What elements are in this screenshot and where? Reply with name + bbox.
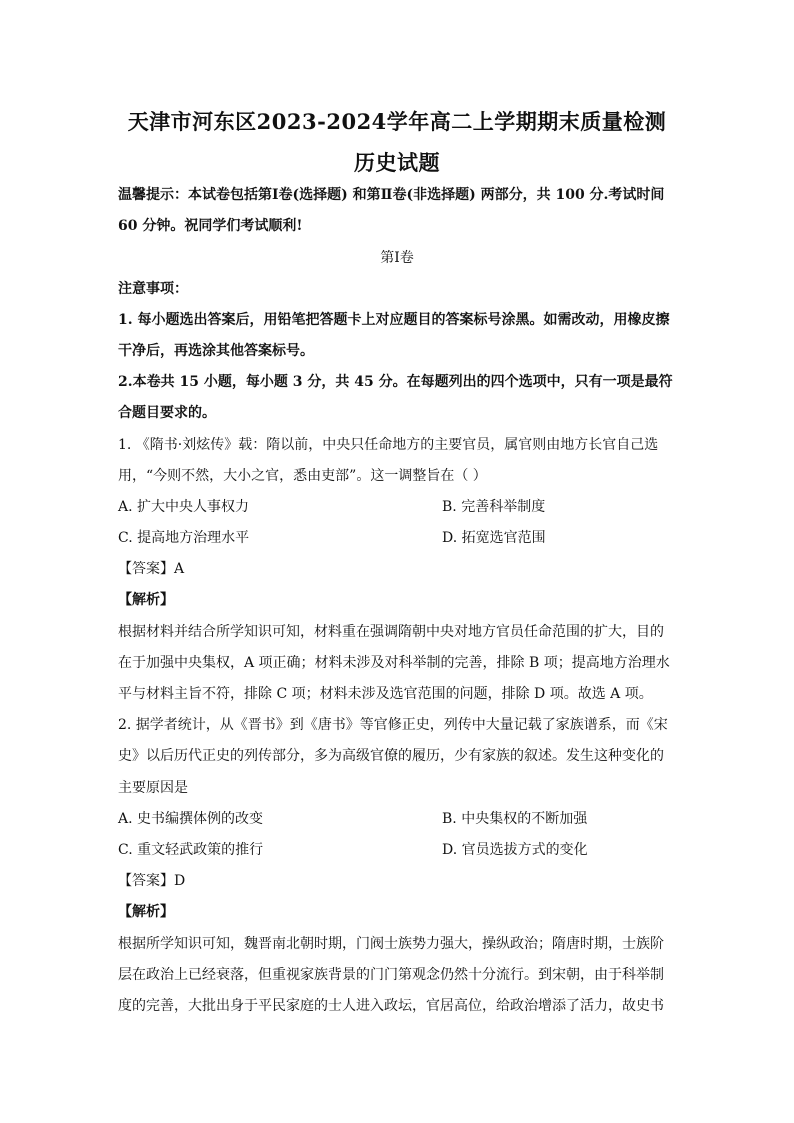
q2-answer: 【答案】D <box>118 873 186 889</box>
q2-analysis-line-3: 度的完善，大批出身于平民家庭的士人进入政坛，官居高位，给政治增添了活力，故史书 <box>118 998 664 1014</box>
q2-stem-line-1: 2. 据学者统计，从《晋书》到《唐书》等官修正史，列传中大量记载了家族谱系，而《宋 <box>118 717 668 733</box>
q1-stem-line-2: 用，“今则不然，大小之官，悉由吏部”。这一调整旨在（ ） <box>118 468 487 484</box>
tip-line-2: 60 分钟。祝同学们考试顺利! <box>118 218 303 234</box>
q1-option-d: D. 拓宽选官范围 <box>442 530 546 546</box>
tip-line-1: 温馨提示：本试卷包括第Ⅰ卷(选择题) 和第Ⅱ卷(非选择题) 两部分，共 100 分.考试时间 <box>118 187 665 203</box>
q2-option-b: B. 中央集权的不断加强 <box>442 811 588 827</box>
note-2-line-2: 合题目要求的。 <box>118 405 216 421</box>
note-1-line-2: 干净后，再选涂其他答案标号。 <box>118 343 314 359</box>
note-1-line-1: 1. 每小题选出答案后，用铅笔把答题卡上对应题目的答案标号涂黑。如需改动，用橡皮擦 <box>118 312 670 328</box>
q1-stem-line-1: 1. 《隋书·刘炫传》载：隋以前，中央只任命地方的主要官员，属官则由地方长官自己选 <box>118 437 659 453</box>
section-heading: 第Ⅰ卷 <box>380 250 414 266</box>
q1-answer: 【答案】A <box>118 561 185 577</box>
notes-heading: 注意事项： <box>118 281 188 297</box>
note-2-line-1: 2.本卷共 15 小题，每小题 3 分，共 45 分。在每题列出的四个选项中，只有一项是最符 <box>118 374 673 390</box>
q2-stem-line-2: 史》以后历代正史的列传部分，多为高级官僚的履历，少有家族的叙述。发生这种变化的 <box>118 748 664 764</box>
q2-analysis-line-1: 根据所学知识可知，魏晋南北朝时期，门阀士族势力强大，操纵政治；隋唐时期，士族阶 <box>118 936 664 952</box>
q1-option-a: A. 扩大中央人事权力 <box>118 499 250 515</box>
document-subtitle: 历史试题 <box>354 150 440 175</box>
q1-option-b: B. 完善科举制度 <box>442 499 546 515</box>
q1-analysis-line-3: 平与材料主旨不符，排除 C 项；材料未涉及选官范围的问题，排除 D 项。故选 A 项。 <box>118 686 653 702</box>
q2-analysis-line-2: 层在政治上已经衰落，但重视家族背景的门门第观念仍然十分流行。到宋朝，由于科举制 <box>118 967 664 983</box>
document-title: 天津市河东区2023-2024学年高二上学期期末质量检测 <box>127 109 667 134</box>
q2-option-c: C. 重文轻武政策的推行 <box>118 842 264 858</box>
q1-analysis-line-1: 根据材料并结合所学知识可知，材料重在强调隋朝中央对地方官员任命范围的扩大，目的 <box>118 624 664 640</box>
q2-stem-line-3: 主要原因是 <box>118 780 188 796</box>
q2-analysis-label: 【解析】 <box>118 904 174 920</box>
q2-option-a: A. 史书编撰体例的改变 <box>118 811 264 827</box>
q1-analysis-label: 【解析】 <box>118 592 174 608</box>
q1-analysis-line-2: 在于加强中央集权，A 项正确；材料未涉及对科举制的完善，排除 B 项；提高地方治理水 <box>118 655 670 671</box>
q1-option-c: C. 提高地方治理水平 <box>118 530 250 546</box>
q2-option-d: D. 官员选拔方式的变化 <box>442 842 588 858</box>
